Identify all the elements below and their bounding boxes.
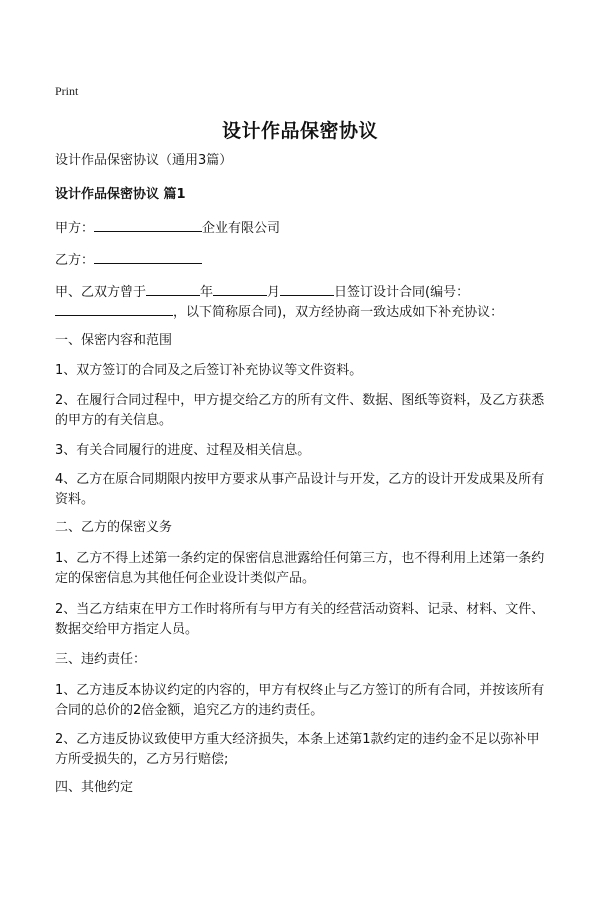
contract-number-blank (55, 301, 173, 316)
party-a-blank (94, 217, 202, 232)
print-label: Print (55, 84, 79, 98)
document-title: 设计作品保密协议 (221, 120, 378, 142)
heading-2: 二、乙方的保密义务 (55, 520, 173, 535)
section-heading: 设计作品保密协议 篇1 (55, 187, 186, 202)
party-b-blank (94, 249, 202, 264)
paragraph-2-1: 1、乙方不得上述第一条约定的保密信息泄露给任何第三方，也不得利用上述第一条约定的保密信息为其他任何企业设计类似产品。 (55, 551, 545, 586)
paragraph-3-2: 2、乙方违反协议致使甲方重大经济损失，本条上述第1款约定的违约金不足以弥补甲方所受损失的，乙方另行赔偿; (55, 732, 540, 767)
month-blank (213, 281, 267, 296)
month-label: 月 (267, 285, 281, 300)
paragraph-1-2: 2、在履行合同过程中，甲方提交给乙方的所有文件、数据、图纸等资料，及乙方获悉的甲方的有关信息。 (55, 393, 545, 428)
year-blank (146, 281, 200, 296)
paragraph-1-4: 4、乙方在原合同期限内按甲方要求从事产品设计与开发，乙方的设计开发成果及所有资料。 (55, 472, 545, 507)
party-a-suffix: 企业有限公司 (202, 221, 281, 236)
document-subtitle: 设计作品保密协议（通用3篇） (55, 153, 233, 168)
paragraph-1-1: 1、双方签订的合同及之后签订补充协议等文件资料。 (55, 363, 363, 378)
party-a-line (55, 217, 280, 239)
intro-line-2 (55, 301, 503, 323)
day-blank (280, 281, 334, 296)
party-a-label: 甲方： (55, 221, 95, 236)
intro-text-1: 甲、乙双方曾于 (55, 285, 147, 300)
heading-3: 三、违约责任： (55, 652, 147, 667)
year-label: 年 (200, 285, 214, 300)
party-b-label: 乙方： (55, 253, 95, 268)
party-b-line (55, 249, 202, 271)
heading-4: 四、其他约定 (55, 780, 134, 795)
heading-1: 一、保密内容和范围 (55, 333, 173, 348)
paragraph-3-1: 1、乙方违反本协议约定的内容的，甲方有权终止与乙方签订的所有合同，并按该所有合同的总价的2倍金额，追究乙方的违约责任。 (55, 683, 545, 718)
paragraph-2-2: 2、当乙方结束在甲方工作时将所有与甲方有关的经营活动资料、记录、材料、文件、数据交给甲方指定人员。 (55, 602, 545, 637)
intro-text-2: ，以下简称原合同)，双方经协商一致达成如下补充协议： (173, 305, 504, 320)
paragraph-1-3: 3、有关合同履行的进度、过程及相关信息。 (55, 443, 311, 458)
day-label: 日签订设计合同(编号： (334, 285, 470, 300)
intro-line-1 (55, 281, 469, 303)
